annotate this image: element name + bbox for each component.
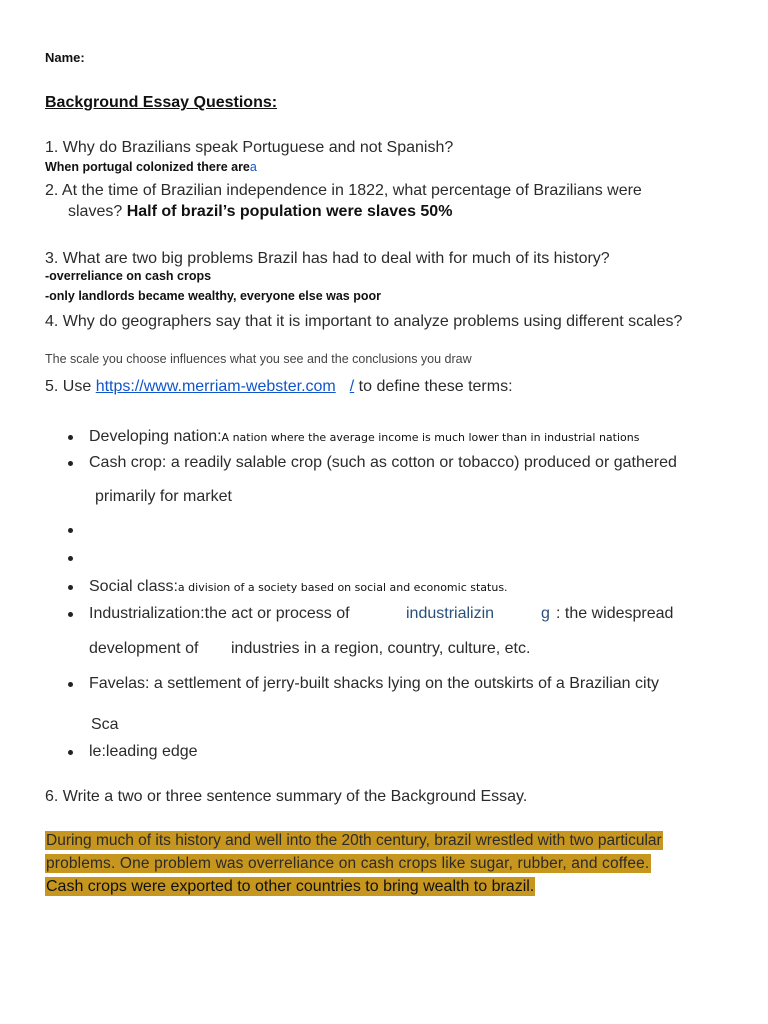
answer-1-tail: a xyxy=(249,160,257,174)
term-industrialization-tail: : the widespread xyxy=(556,605,674,622)
answer-4: The scale you choose influences what you see and the conclusions you draw xyxy=(45,352,472,366)
bullet-dot xyxy=(68,461,73,466)
question-6: 6. Write a two or three sentence summary of the Background Essay. xyxy=(45,788,528,805)
bullet-dot xyxy=(68,585,73,590)
term-favelas: Favelas: a settlement of jerry-built shacks lying on the outskirts of a Brazilian city xyxy=(89,675,660,692)
term-cash-crop-line2: primarily for market xyxy=(95,488,232,505)
term-industrialization-line2a: development of xyxy=(89,640,199,657)
question-5-suffix: to define these terms: xyxy=(354,378,513,395)
question-3: 3. What are two big problems Brazil has had to deal with for much of its history? xyxy=(45,250,610,267)
summary-highlight: During much of its history and well into the 20th century, brazil wrestled with two particular xyxy=(46,832,662,849)
bullet-dot-empty xyxy=(68,528,73,533)
term-cash-crop-line1: Cash crop: a readily salable crop (such as cotton or tobacco) produced or gathered xyxy=(89,454,677,471)
term-industrialization-line2b: industries in a region, country, culture, etc. xyxy=(231,640,531,657)
answer-1 xyxy=(45,160,257,174)
term-developing-nation xyxy=(89,428,639,446)
name-label: Name: xyxy=(45,50,85,65)
bullet-dot-empty xyxy=(68,556,73,561)
question-4: 4. Why do geographers say that it is important to analyze problems using different scales? xyxy=(45,313,683,330)
term-industrialization-word-a: industrializin xyxy=(406,605,495,622)
question-2-slaves: slaves? xyxy=(68,203,123,220)
term-scale-part2: le:leading edge xyxy=(89,743,198,760)
term-scale-part1: Sca xyxy=(91,716,119,733)
answer-3-item: -only landlords became wealthy, everyone else was poor xyxy=(45,289,381,303)
summary-highlight: problems. One problem was overreliance on cash crops like sugar, rubber, and coffee. xyxy=(46,855,650,872)
question-5-prefix: 5. Use xyxy=(45,378,96,395)
term-social-class xyxy=(89,578,508,596)
question-1: 1. Why do Brazilians speak Portuguese and not Spanish? xyxy=(45,139,454,156)
bullet-dot xyxy=(68,682,73,687)
term-label: Developing nation: xyxy=(89,428,222,445)
answer-2: Half of brazil’s population were slaves 50% xyxy=(126,203,453,220)
merriam-webster-link[interactable]: https://www.merriam-webster.com xyxy=(95,378,336,395)
answer-3-item: -overreliance on cash crops xyxy=(45,269,212,283)
term-industrialization-word-b: g xyxy=(541,605,550,622)
summary-line xyxy=(45,878,535,896)
summary-line xyxy=(45,855,651,873)
bullet-dot xyxy=(68,435,73,440)
term-definition: a division of a society based on social and economic status. xyxy=(177,581,508,594)
link-slash[interactable]: / xyxy=(349,378,355,395)
term-definition: A nation where the average income is much lower than in industrial nations xyxy=(221,431,640,444)
question-2-line2 xyxy=(68,203,452,221)
answer-1-text: When portugal colonized there are xyxy=(45,160,250,174)
bullet-dot xyxy=(68,612,73,617)
bullet-dot xyxy=(68,750,73,755)
term-industrialization-label: Industrialization:the act or process of xyxy=(89,605,350,622)
question-5 xyxy=(45,378,513,396)
term-label: Social class: xyxy=(89,578,178,595)
summary-highlight: Cash crops were exported to other countries to bring wealth to brazil. xyxy=(46,878,535,895)
question-2-line1: 2. At the time of Brazilian independence in 1822, what percentage of Brazilians were xyxy=(45,182,642,199)
summary-line xyxy=(45,832,663,850)
page-title: Background Essay Questions: xyxy=(45,94,278,111)
